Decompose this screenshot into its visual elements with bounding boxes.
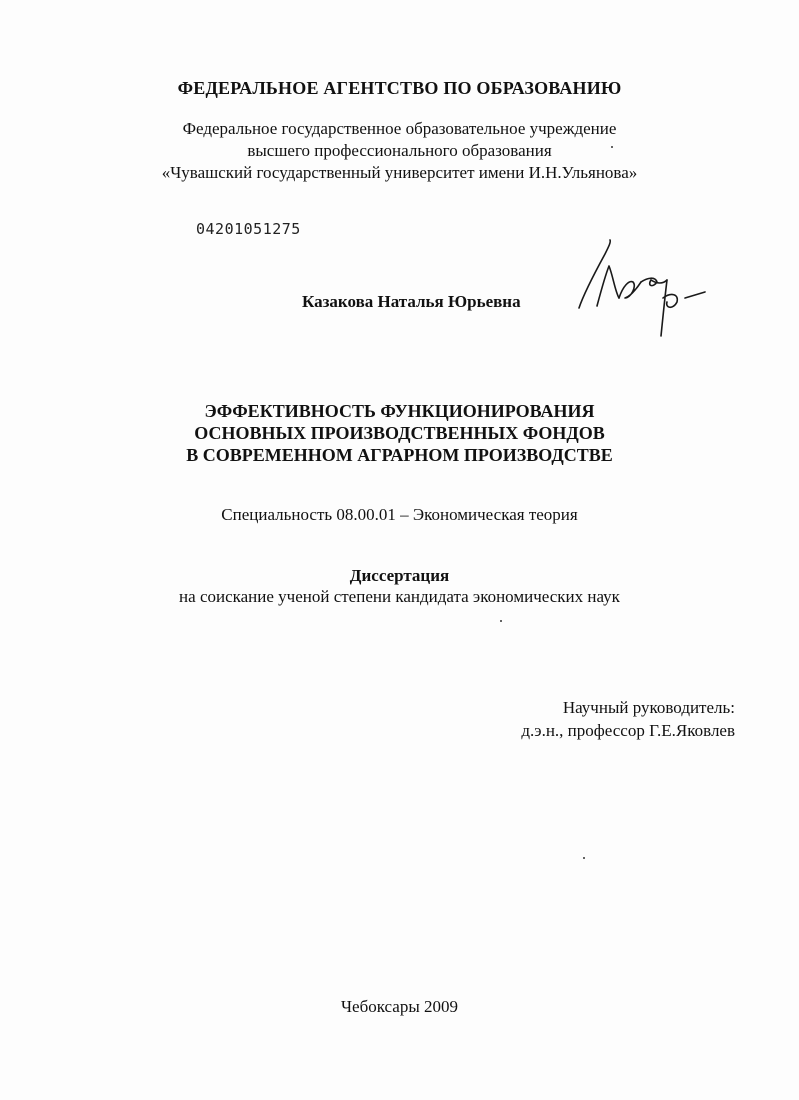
scan-speck [611, 146, 613, 148]
title-line: ОСНОВНЫХ ПРОИЗВОДСТВЕННЫХ ФОНДОВ [194, 423, 605, 443]
dissertation-title [0, 400, 799, 466]
handwritten-signature [575, 236, 715, 346]
specialty-line: Специальность 08.00.01 – Экономическая теория [221, 505, 578, 524]
advisor-block [521, 696, 735, 742]
city-year: Чебоксары 2009 [340, 997, 459, 1016]
advisor-name: д.э.н., профессор Г.Е.Яковлев [521, 721, 735, 740]
dissertation-subtitle: на соискание ученой степени кандидата экономических наук [179, 587, 620, 606]
agency-heading: ФЕДЕРАЛЬНОЕ АГЕНТСТВО ПО ОБРАЗОВАНИЮ [177, 78, 622, 98]
scan-speck [583, 857, 585, 859]
institution-block [0, 118, 799, 184]
institution-line: высшего профессионального образования [247, 141, 552, 160]
title-line: В СОВРЕМЕННОМ АГРАРНОМ ПРОИЗВОДСТВЕ [186, 445, 613, 465]
author-name: Казакова Наталья Юрьевна [302, 292, 521, 311]
dissertation-heading: Диссертация [349, 566, 450, 585]
institution-line: «Чувашский государственный университет имени И.Н.Ульянова» [161, 163, 638, 182]
advisor-label: Научный руководитель: [562, 698, 735, 717]
scan-speck [500, 620, 502, 622]
institution-line: Федеральное государственное образовательное учреждение [182, 119, 617, 138]
record-code: 04201051275 [196, 220, 301, 238]
title-line: ЭФФЕКТИВНОСТЬ ФУНКЦИОНИРОВАНИЯ [204, 401, 595, 421]
